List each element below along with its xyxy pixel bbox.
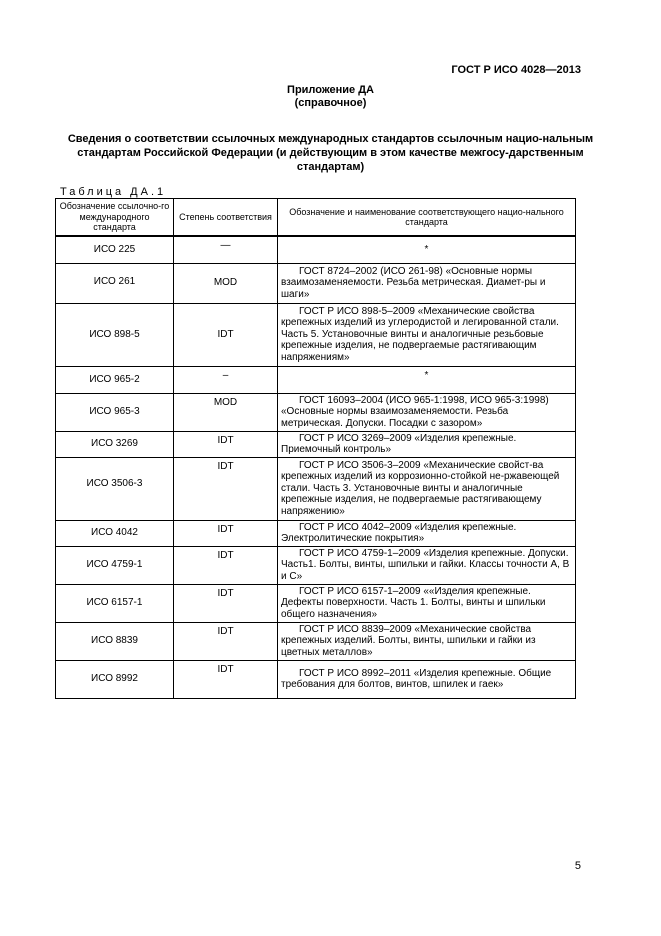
cell-standard: ИСО 898-5	[56, 303, 174, 366]
cell-national: ГОСТ Р ИСО 6157-1–2009 ««Изделия крепежные. Дефекты поверхности. Часть 1. Болты, винты и шпильки общего назначения»	[278, 584, 576, 622]
table-row	[56, 393, 576, 431]
cell-standard: ИСО 8839	[56, 622, 174, 660]
table-row	[56, 584, 576, 622]
cell-national: ГОСТ Р ИСО 3506-3–2009 «Механические свойст-ва крепежных изделий из коррозионно-стойкой не-ржавеющей стали. Часть 3. Установочные винты и аналогичные крепежные изделия, не подвергаемые растягивающему напряжению»	[278, 457, 576, 520]
cell-standard: ИСО 225	[56, 236, 174, 263]
cell-degree: MOD	[174, 263, 278, 303]
column-header-degree: Степень соответствия	[174, 199, 278, 237]
cell-degree: –	[174, 366, 278, 393]
table-row	[56, 520, 576, 546]
column-header-national: Обозначение и наименование соответствующего нацио-нального стандарта	[278, 199, 576, 237]
cell-degree: IDT	[174, 457, 278, 520]
cell-degree: —	[174, 236, 278, 263]
cell-degree: IDT	[174, 660, 278, 698]
cell-standard: ИСО 8992	[56, 660, 174, 698]
cell-degree: IDT	[174, 431, 278, 457]
cell-national: ГОСТ Р ИСО 8839–2009 «Механические свойства крепежных изделий. Болты, винты, шпильки и гайки из цветных металлов»	[278, 622, 576, 660]
table-header-row	[56, 199, 576, 237]
table-row	[56, 457, 576, 520]
table-row	[56, 303, 576, 366]
table-row	[56, 660, 576, 698]
annex-heading	[0, 84, 661, 110]
cell-degree: IDT	[174, 303, 278, 366]
table-row	[56, 622, 576, 660]
cell-national: ГОСТ Р ИСО 3269–2009 «Изделия крепежные. Приемочный контроль»	[278, 431, 576, 457]
cell-national: ГОСТ Р ИСО 4042–2009 «Изделия крепежные. Электролитические покрытия»	[278, 520, 576, 546]
cell-standard: ИСО 3506-3	[56, 457, 174, 520]
cell-standard: ИСО 4759-1	[56, 546, 174, 584]
table-row	[56, 431, 576, 457]
compliance-table	[55, 198, 576, 699]
cell-national: ГОСТ Р ИСО 4759-1–2009 «Изделия крепежные. Допуски. Часть1. Болты, винты, шпильки и гайки. Классы точности А, В и С»	[278, 546, 576, 584]
cell-national: ГОСТ Р ИСО 8992–2011 «Изделия крепежные. Общие требования для болтов, винтов, шпилек и гаек»	[278, 660, 576, 698]
cell-standard: ИСО 965-3	[56, 393, 174, 431]
document-code: ГОСТ Р ИСО 4028—2013	[451, 64, 581, 76]
cell-standard: ИСО 6157-1	[56, 584, 174, 622]
cell-national: ГОСТ Р ИСО 898-5–2009 «Механические свойства крепежных изделий из углеродистой и легированной стали. Часть 5. Установочные винты и аналогичные резьбовые крепежные изделия, не подвергаемые растягивающим напряжениям»	[278, 303, 576, 366]
cell-standard: ИСО 4042	[56, 520, 174, 546]
cell-standard: ИСО 3269	[56, 431, 174, 457]
cell-standard: ИСО 965-2	[56, 366, 174, 393]
cell-degree: MOD	[174, 393, 278, 431]
page-number: 5	[574, 860, 581, 872]
cell-degree: IDT	[174, 622, 278, 660]
column-header-standard: Обозначение ссылочно-го международного стандарта	[56, 199, 174, 237]
annex-title: Сведения о соответствии ссылочных международных стандартов ссылочным нацио-нальным стандартам Российской Федерации (и действующим в этом качестве межгосу-дарственным стандартам)	[67, 133, 594, 173]
table-row	[56, 366, 576, 393]
table-caption: Таблица ДА.1	[60, 186, 167, 198]
cell-degree: IDT	[174, 520, 278, 546]
cell-standard: ИСО 261	[56, 263, 174, 303]
annex-label: Приложение ДА	[287, 84, 374, 96]
table-row	[56, 236, 576, 263]
cell-degree: IDT	[174, 584, 278, 622]
table-row	[56, 263, 576, 303]
cell-degree: IDT	[174, 546, 278, 584]
cell-national: *	[278, 236, 576, 263]
cell-national: *	[278, 366, 576, 393]
cell-national: ГОСТ 8724–2002 (ИСО 261-98) «Основные нормы взаимозаменяемости. Резьба метрическая. Диамет-ры и шаги»	[278, 263, 576, 303]
annex-type: (справочное)	[294, 97, 367, 109]
cell-national: ГОСТ 16093–2004 (ИСО 965-1:1998, ИСО 965-3:1998) «Основные нормы взаимозаменяемости. Резьба метрическая. Допуски. Посадки с зазором»	[278, 393, 576, 431]
table-row	[56, 546, 576, 584]
